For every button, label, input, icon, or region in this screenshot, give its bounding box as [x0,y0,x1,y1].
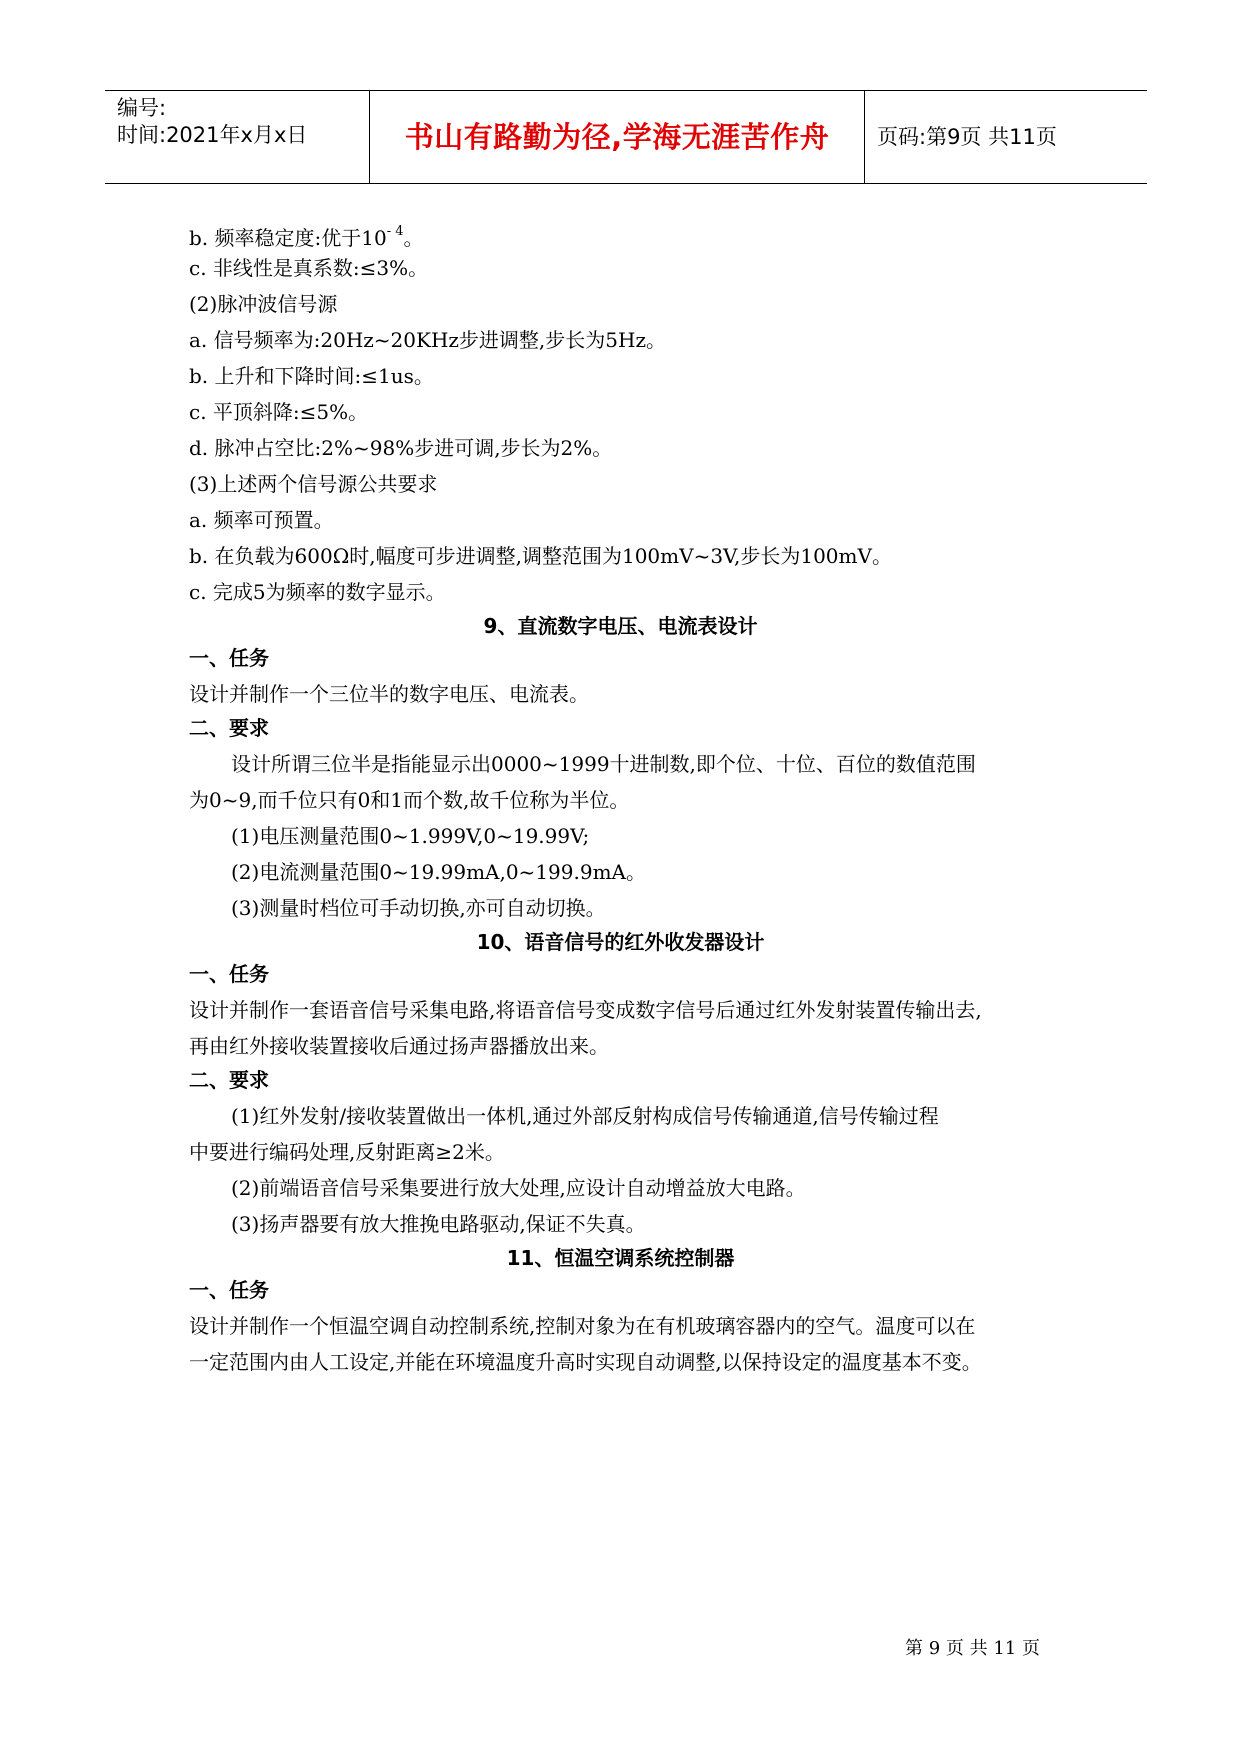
subsection-heading: 二、要求 [189,1068,269,1092]
text-line: a. 信号频率为:20Hz~20KHz步进调整,步长为5Hz。 [189,328,666,352]
text-line: c. 完成5为频率的数字显示。 [189,580,446,604]
subsection-heading: 一、任务 [189,646,269,670]
text-line: (1)红外发射/接收装置做出一体机,通过外部反射构成信号传输通道,信号传输过程 [231,1104,939,1128]
header-center-cell [370,91,865,183]
subsection-heading: 二、要求 [189,716,269,740]
subsection-heading: 一、任务 [189,1278,269,1302]
section-heading: 11、恒温空调系统控制器 [506,1246,735,1270]
header-right-cell [865,91,1147,183]
text-line: (3)测量时档位可手动切换,亦可自动切换。 [231,896,606,920]
section-heading: 9、直流数字电压、电流表设计 [483,614,758,638]
text-line: (1)电压测量范围0~1.999V,0~19.99V; [231,824,590,848]
header-motto: 书山有路勤为径,学海无涯苦作舟 [404,120,830,154]
text-line: 设计并制作一个三位半的数字电压、电流表。 [189,682,589,706]
text-line: c. 平顶斜降:≤5%。 [189,400,369,424]
text-line: b. 在负载为600Ω时,幅度可步进调整,调整范围为100mV~3V,步长为100mV。 [189,544,892,568]
superscript: - 4 [386,224,404,239]
text-line: 再由红外接收装置接收后通过扬声器播放出来。 [189,1034,609,1058]
text-line: c. 非线性是真系数:≤3%。 [189,256,429,280]
section-heading: 10、语音信号的红外收发器设计 [476,930,765,954]
text-line: (3)扬声器要有放大推挽电路驱动,保证不失真。 [231,1212,646,1236]
text-line: (3)上述两个信号源公共要求 [189,472,438,496]
document-number-label: 编号: [117,96,167,120]
text-line: 为0~9,而千位只有0和1而个数,故千位称为半位。 [189,788,630,812]
page-footer: 第 9 页 共 11 页 [905,1638,1040,1659]
text-line: d. 脉冲占空比:2%~98%步进可调,步长为2%。 [189,436,613,460]
text-line: 一定范围内由人工设定,并能在环境温度升高时实现自动调整,以保持设定的温度基本不变。 [189,1350,982,1374]
text-line: 设计所谓三位半是指能显示出0000~1999十进制数,即个位、十位、百位的数值范围 [231,752,976,776]
subsection-heading: 一、任务 [189,962,269,986]
header-left-cell [105,91,370,183]
text-line: 中要进行编码处理,反射距离≥2米。 [189,1140,505,1164]
text-line: 设计并制作一套语音信号采集电路,将语音信号变成数字信号后通过红外发射装置传输出去, [189,998,982,1022]
text-line: b. 上升和下降时间:≤1us。 [189,364,434,388]
header-page-number: 页码:第9页 共11页 [877,125,1057,149]
text-line: (2)脉冲波信号源 [189,292,338,316]
text-line: b. 频率稳定度:优于$10^{- 4}$。 [189,224,424,250]
page-header [105,90,1147,184]
text-line: a. 频率可预置。 [189,508,334,532]
document-time-label: 时间:2021年x月x日 [117,123,308,147]
text-line: (2)电流测量范围0~19.99mA,0~199.9mA。 [231,860,646,884]
text-line: 设计并制作一个恒温空调自动控制系统,控制对象为在有机玻璃容器内的空气。温度可以在 [189,1314,976,1338]
text-line: (2)前端语音信号采集要进行放大处理,应设计自动增益放大电路。 [231,1176,806,1200]
